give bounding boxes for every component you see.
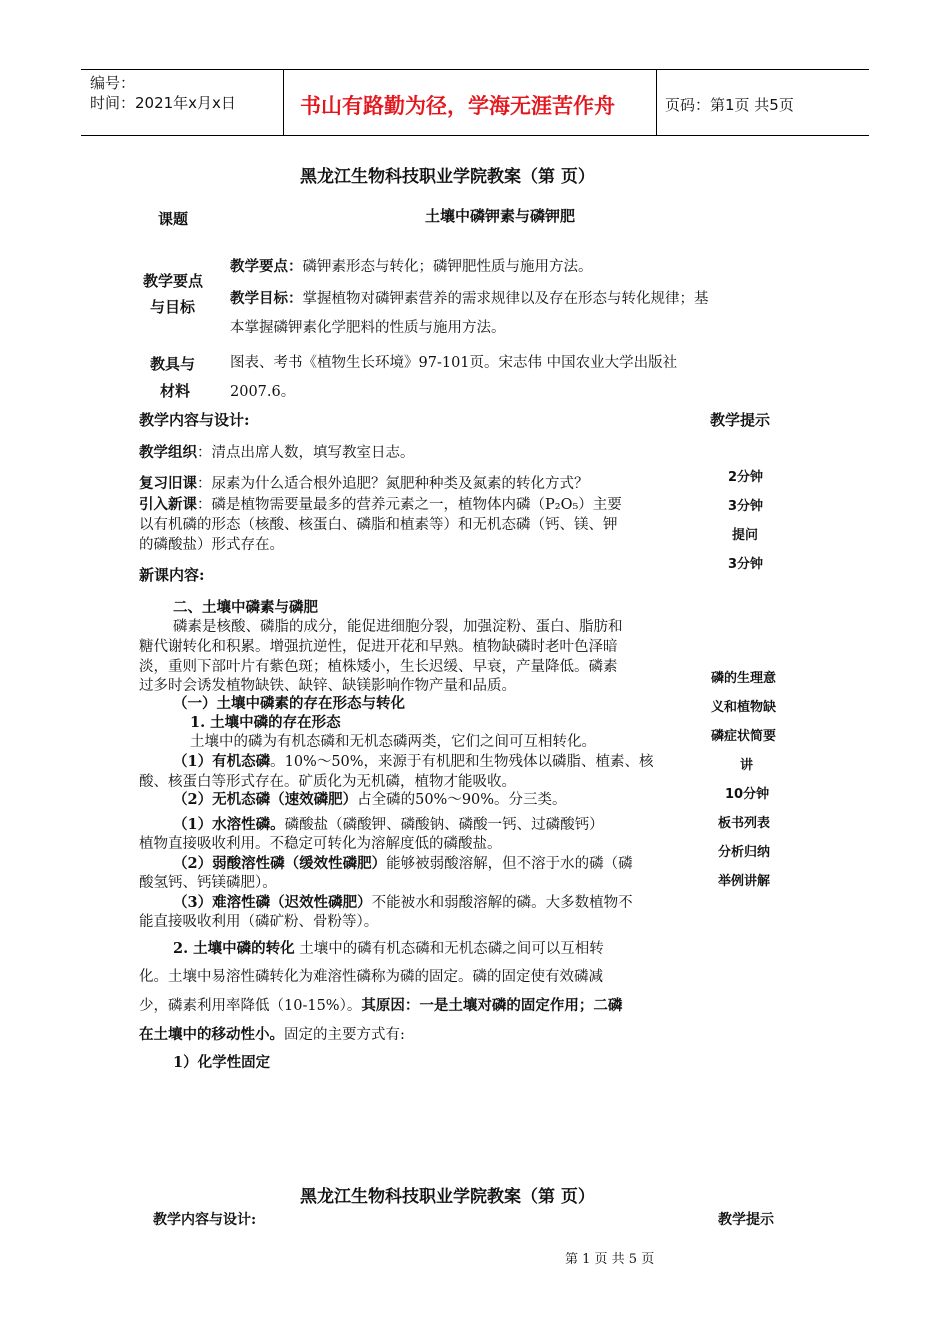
materials-label-2: 材料 — [160, 382, 191, 400]
topic-value: 土壤中磷钾素与磷钾肥 — [425, 207, 576, 225]
section-2-title: 二、土壤中磷素与磷肥 — [173, 599, 318, 616]
header-bottom-rule — [81, 135, 869, 136]
page-2-title: 黑龙江生物科技职业学院教案（第 页） — [300, 1187, 595, 1207]
intro-line-2: 以有机磷的形态（核酸、核蛋白、磷脂和植素等）和无机态磷（钙、镁、钾 — [139, 517, 618, 533]
inorganic-phosphorus: （2）无机态磷（速效磷肥）占全磷的50%～90%。分三类。 — [173, 791, 567, 808]
doc-number-label: 编号： — [90, 74, 136, 92]
intro-line-1: 引入新课：磷是植物需要量最多的营养元素之一，植物体内磷（P₂O₅）主要 — [139, 496, 622, 513]
review-line: 复习旧课：尿素为什么适合根外追肥？氮肥种种类及氮素的转化方式？ — [139, 475, 589, 492]
page-2-hint-label: 教学提示 — [718, 1212, 774, 1228]
organic-phosphorus-line-2: 酸、核蛋白等形式存在。矿质化为无机磷，植物才能吸收。 — [139, 774, 516, 790]
organic-phosphorus-line-1: （1）有机态磷。10%～50%，来源于有机肥和生物残体以磷脂、植素、核 — [173, 753, 654, 770]
sec2-para-4: 过多时会诱发植物缺铁、缺锌、缺镁影响作物产量和品质。 — [139, 678, 516, 694]
sec2-para-1: 磷素是核酸、磷脂的成分，能促进细胞分裂，加强淀粉、蛋白、脂肪和 — [173, 619, 623, 635]
page-title: 黑龙江生物科技职业学院教案（第 页） — [300, 167, 595, 187]
header-top-rule — [81, 69, 869, 70]
hint-block-2-line-1: 磷的生理意 — [711, 671, 777, 686]
transformation-line-1: 2. 土壤中磷的转化 土壤中的磷有机态磷和无机态磷之间可以互相转 — [173, 940, 604, 957]
transformation-line-3: 少，磷素利用率降低（10-15%）。其原因：一是土壤对磷的固定作用；二磷 — [139, 997, 623, 1014]
hint-block-2-line-3: 磷症状简要 — [711, 729, 777, 744]
materials-line-2: 2007.6。 — [230, 384, 296, 400]
hint-block-2-line-8: 举例讲解 — [718, 874, 771, 889]
intro-line-3: 的磷酸盐）形式存在。 — [139, 537, 284, 553]
new-lesson-label: 新课内容: — [139, 566, 205, 584]
sec2-para-3: 淡，重则下部叶片有紫色斑；植株矮小，生长迟缓、早衰，产量降低。磷素 — [139, 659, 618, 675]
hint-time-3: 3分钟 — [728, 557, 764, 572]
objective-line-1: 教学目标：掌握植物对磷钾素营养的需求规律以及存在形态与转化规律；基 — [230, 290, 709, 307]
hint-label: 教学提示 — [710, 411, 771, 429]
teaching-org: 教学组织：清点出席人数，填写教室日志。 — [139, 444, 415, 461]
water-soluble-line-2: 植物直接吸收利用。不稳定可转化为溶解度低的磷酸盐。 — [139, 836, 502, 852]
goals-label-1: 教学要点 — [143, 272, 204, 290]
key-points: 教学要点：磷钾素形态与转化；磷钾肥性质与施用方法。 — [230, 258, 593, 275]
subsection-1-title: （一）土壤中磷素的存在形态与转化 — [173, 695, 405, 712]
hint-block-2-line-5: 10分钟 — [725, 787, 770, 802]
header-divider-right — [656, 69, 657, 136]
water-soluble-line-1: （1）水溶性磷。磷酸盐（磷酸钾、磷酸钠、磷酸一钙、过磷酸钙） — [173, 816, 604, 833]
motto-banner: 书山有路勤为径，学海无涯苦作舟 — [300, 94, 615, 118]
insoluble-line-2: 能直接吸收利用（磷矿粉、骨粉等）。 — [139, 914, 379, 930]
footer-page-number: 第 1 页 共 5 页 — [565, 1252, 655, 1267]
hint-block-2-line-7: 分析归纳 — [718, 845, 771, 860]
sub1-1-text: 土壤中的磷为有机态磷和无机态磷两类，它们之间可互相转化。 — [190, 734, 596, 750]
weak-acid-line-1: （2）弱酸溶性磷（缓效性磷肥）能够被弱酸溶解，但不溶于水的磷（磷 — [173, 855, 633, 872]
page-2-design-label: 教学内容与设计: — [153, 1212, 257, 1228]
page-code: 页码：第1页 共5页 — [665, 96, 794, 114]
chemical-fixation-title: 1）化学性固定 — [173, 1054, 271, 1071]
header-divider-left — [283, 69, 284, 136]
materials-line-1: 图表、考书《植物生长环境》97-101页。宋志伟 中国农业大学出版社 — [230, 355, 678, 371]
hint-block-2-line-4: 讲 — [740, 758, 754, 773]
objective-line-2: 本掌握磷钾素化学肥料的性质与施用方法。 — [230, 320, 506, 336]
sec2-para-2: 糖代谢转化和积累。增强抗逆性，促进开花和早熟。植物缺磷时老叶色泽暗 — [139, 639, 618, 655]
subsection-1-1: 1. 土壤中磷的存在形态 — [190, 714, 341, 731]
goals-label-2: 与目标 — [150, 298, 196, 316]
hint-ask: 提问 — [732, 528, 759, 543]
transformation-line-4: 在土壤中的移动性小。固定的主要方式有: — [139, 1026, 405, 1043]
design-label: 教学内容与设计: — [139, 411, 250, 429]
hint-block-2-line-6: 板书列表 — [718, 816, 771, 831]
weak-acid-line-2: 酸氢钙、钙镁磷肥）。 — [139, 875, 277, 891]
hint-time-1: 2分钟 — [728, 470, 764, 485]
insoluble-line-1: （3）难溶性磷（迟效性磷肥）不能被水和弱酸溶解的磷。大多数植物不 — [173, 894, 633, 911]
transformation-line-2: 化。土壤中易溶性磷转化为难溶性磷称为磷的固定。磷的固定使有效磷减 — [139, 969, 603, 985]
doc-time-label: 时间：2021年x月x日 — [90, 94, 236, 112]
hint-time-2: 3分钟 — [728, 499, 764, 514]
topic-label: 课题 — [158, 210, 189, 228]
materials-label-1: 教具与 — [150, 355, 196, 373]
hint-block-2-line-2: 义和植物缺 — [711, 700, 777, 715]
